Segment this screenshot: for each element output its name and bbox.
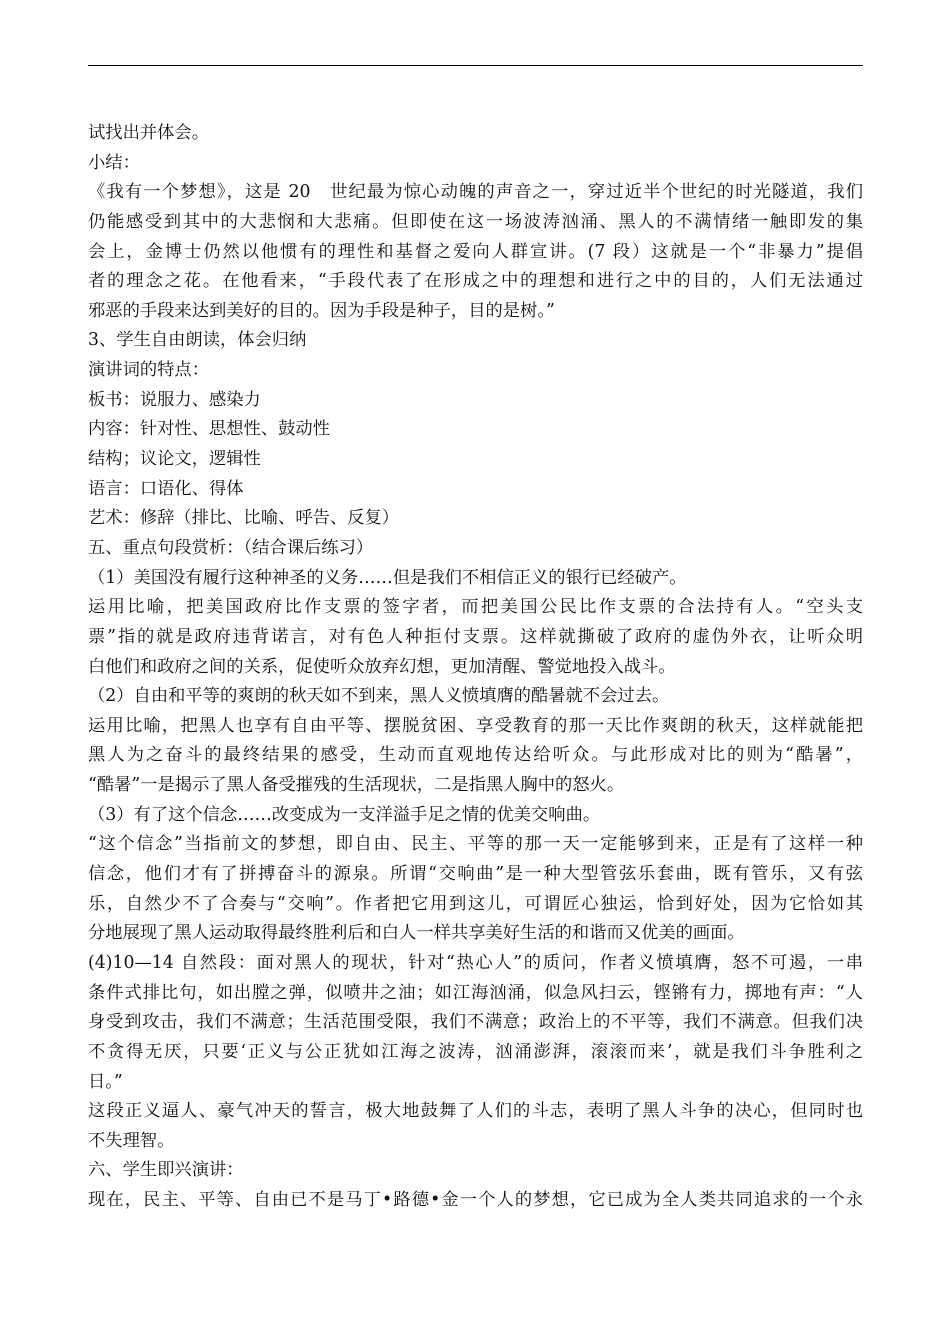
text-line: 分地展现了黑人运动取得最终胜利后和白人一样共享美好生活的和谐而又优美的画面。 <box>88 923 745 944</box>
text-line: 乐，自然少不了合奏与“交响”。作者把它用到这儿，可谓匠心独运，恰到好处，因为它恰如其 <box>88 893 863 914</box>
text-line: （1）美国没有履行这种神圣的义务……但是我们不相信正义的银行已经破产。 <box>88 567 687 588</box>
text-line: 不失理智。 <box>88 1130 175 1151</box>
text-line: 这段正义逼人、豪气冲天的誓言，极大地鼓舞了人们的斗志，表明了黑人斗争的决心，但同时也 <box>88 1101 863 1122</box>
text-line: 板书：说服力、感染力 <box>88 389 261 410</box>
text-line: 五、重点句段赏析：（结合课后练习） <box>88 537 374 558</box>
text-line: “这个信念”当指前文的梦想，即自由、民主、平等的那一天一定能够到来，正是有了这样一种 <box>88 834 863 855</box>
text-line: 信念，他们才有了拼搏奋斗的源泉。所谓“交响曲”是一种大型管弦乐套曲，既有管乐，又有弦 <box>88 864 863 885</box>
text-line: 邪恶的手段来达到美好的目的。因为手段是种子，目的是树。” <box>88 300 555 321</box>
text-line: 3、学生自由朗读，体会归纳 <box>88 330 307 351</box>
text-line: (4)10—14 自然段：面对黑人的现状，针对“热心人”的质问，作者义愤填膺，怒不可遏，一串 <box>88 952 863 973</box>
text-line: 身受到攻击，我们不满意；生活范围受限，我们不满意；政治上的不平等，我们不满意。但我们决 <box>88 1012 863 1033</box>
header-rule <box>88 65 863 66</box>
text-line: 不贪得无厌，只要‘正义与公正犹如江海之波涛，汹涌澎湃，滚滚而来’，就是我们斗争胜利之 <box>88 1041 863 1062</box>
text-line: 内容：针对性、思想性、鼓动性 <box>88 419 330 440</box>
text-line: 会上，金博士仍然以他惯有的理性和基督之爱向人群宣讲。(7 段）这就是一个“非暴力”提倡 <box>88 241 863 262</box>
text-line: 者的理念之花。在他看来，“手段代表了在形成之中的理想和进行之中的目的，人们无法通过 <box>88 271 863 292</box>
text-line: 黑人为之奋斗的最终结果的感受，生动而直观地传达给听众。与此形成对比的则为“酷暑”， <box>88 745 863 766</box>
text-line: 演讲词的特点： <box>88 360 209 381</box>
text-line: 结构；议论文，逻辑性 <box>88 449 261 470</box>
text-line: 现在，民主、平等、自由已不是马丁•路德•金一个人的梦想，它已成为全人类共同追求的一个永 <box>88 1190 863 1211</box>
text-line: 试找出并体会。 <box>88 123 209 143</box>
text-line: 日。” <box>88 1071 123 1092</box>
text-line: 运用比喻，把美国政府比作支票的签字者，而把美国公民比作支票的合法持有人。“空头支 <box>88 597 863 618</box>
text-line: 条件式排比句，如出膛之弹，似喷井之油；如江海汹涌，似急风扫云，铿锵有力，掷地有声：“人 <box>88 982 863 1003</box>
document-body <box>88 119 863 1216</box>
text-line: 票”指的就是政府违背诺言，对有色人种拒付支票。这样就撕破了政府的虚伪外衣，让听众明 <box>88 626 863 647</box>
text-line: （2）自由和平等的爽朗的秋天如不到来，黑人义愤填膺的酷暑就不会过去。 <box>88 686 670 707</box>
text-line: 语言：口语化、得体 <box>88 478 244 499</box>
text-line: 六、学生即兴演讲： <box>88 1160 244 1181</box>
text-line: （3）有了这个信念……改变成为一支洋溢手足之情的优美交响曲。 <box>88 804 601 825</box>
text-line: 《我有一个梦想》，这是 20 世纪最为惊心动魄的声音之一，穿过近半个世纪的时光隧道，我们 <box>88 182 863 203</box>
text-line: “酷暑”一是揭示了黑人备受摧残的生活现状，二是指黑人胸中的怒火。 <box>88 775 625 796</box>
text-line: 白他们和政府之间的关系，促使听众放弃幻想，更加清醒、警觉地投入战斗。 <box>88 656 676 677</box>
text-line: 运用比喻，把黑人也享有自由平等、摆脱贫困、享受教育的那一天比作爽朗的秋天，这样就能把 <box>88 715 863 736</box>
text-line: 小结： <box>88 152 140 173</box>
text-line: 仍能感受到其中的大悲悯和大悲痛。但即使在这一场波涛汹涌、黑人的不满情绪一触即发的集 <box>88 211 863 232</box>
text-line: 艺术：修辞（排比、比喻、呼告、反复） <box>88 508 400 529</box>
